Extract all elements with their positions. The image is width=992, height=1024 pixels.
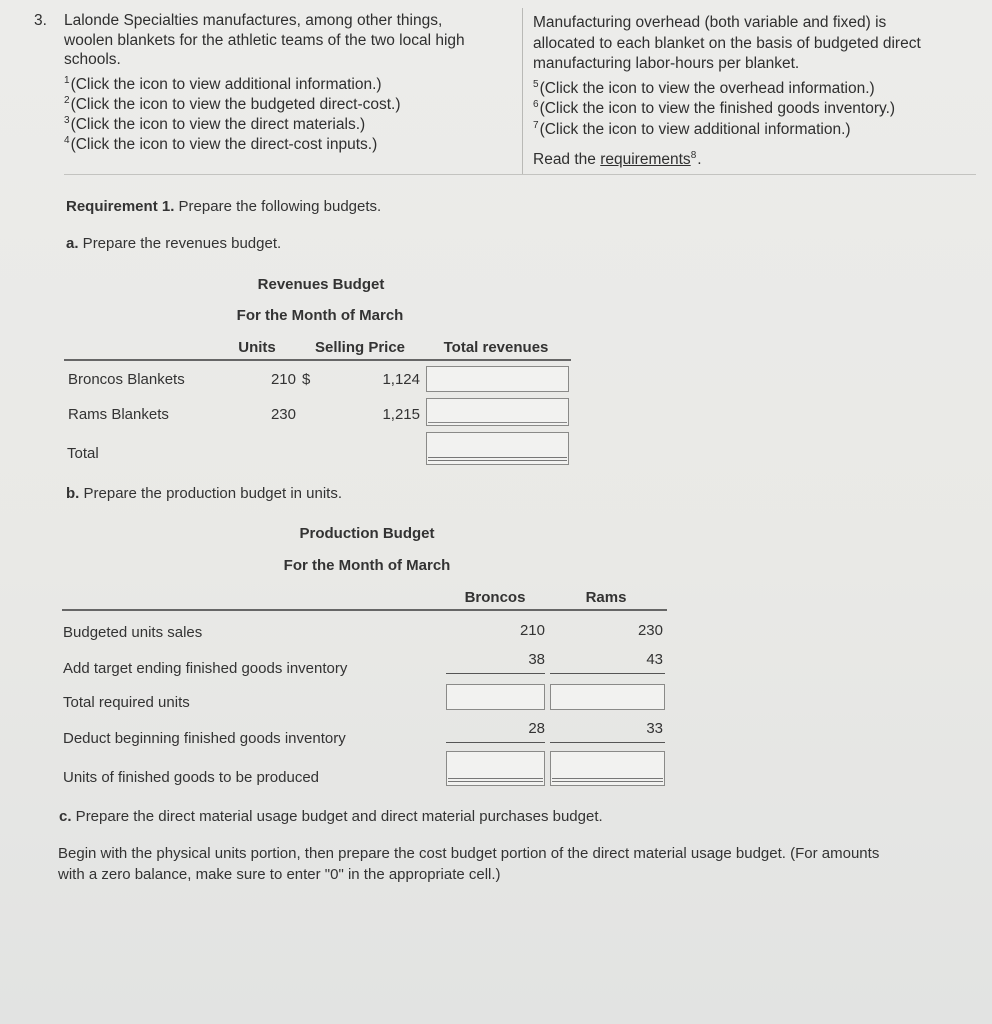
info-link-4[interactable]: $^4$(Click the icon to view the direct-cost inputs.): [64, 135, 378, 153]
info-link-2[interactable]: $^2$(Click the icon to view the budgeted direct-cost.): [64, 95, 401, 113]
subtotal-rule: [550, 673, 665, 674]
materials-note-line: with a zero balance, make sure to enter "0" in the appropriate cell.): [58, 866, 501, 883]
selling-price-value: 1,215: [382, 406, 420, 423]
revenues-budget-subtitle: For the Month of March: [236, 307, 404, 324]
row-label: Total required units: [63, 694, 190, 711]
revenues-header-rule: [64, 359, 571, 361]
info-link-7[interactable]: $^7$(Click the icon to view additional information.): [533, 120, 851, 138]
broncos-total-required-input[interactable]: [446, 684, 545, 710]
header-divider: [522, 8, 523, 174]
rams-total-required-input[interactable]: [550, 684, 665, 710]
info-link-3[interactable]: $^3$(Click the icon to view the direct materials.): [64, 115, 366, 133]
materials-instruction: c. Prepare the direct material usage budget and direct material purchases budget.: [59, 808, 603, 825]
broncos-total-revenues-input[interactable]: [426, 366, 569, 392]
description-line: woolen blankets for the athletic teams of the two local high: [64, 32, 465, 49]
revenues-budget-title: Revenues Budget: [257, 276, 385, 293]
info-link-5[interactable]: $^5$(Click the icon to view the overhead information.): [533, 79, 875, 97]
description-line: manufacturing labor-hours per blanket.: [533, 55, 800, 72]
dollar-sign: $: [302, 371, 311, 388]
row-label: Rams Blankets: [68, 406, 169, 423]
selling-price-value: 1,124: [382, 371, 420, 388]
production-budget-title: Production Budget: [299, 525, 435, 542]
requirements-link[interactable]: requirements: [600, 151, 691, 168]
description-line: schools.: [64, 51, 121, 68]
row-label: Add target ending finished goods inventory: [63, 660, 348, 677]
info-link-1[interactable]: $^1$(Click the icon to view additional information.): [64, 75, 382, 93]
subtotal-rule: [446, 673, 545, 674]
description-line: Manufacturing overhead (both variable and fixed) is: [533, 14, 887, 31]
rams-value: 33: [646, 720, 663, 737]
description-line: allocated to each blanket on the basis of budgeted direct: [533, 35, 921, 52]
col-header-selling-price: Selling Price: [314, 339, 406, 356]
revenues-instruction: a. Prepare the revenues budget.: [66, 235, 282, 252]
broncos-value: 210: [519, 622, 545, 639]
question-number: 3.: [34, 12, 47, 29]
units-value: 210: [270, 371, 296, 388]
col-header-total-revenues: Total revenues: [443, 339, 549, 356]
row-label: Deduct beginning finished goods inventory: [63, 730, 346, 747]
col-header-units: Units: [238, 339, 276, 356]
subtotal-rule: [550, 742, 665, 743]
requirement-1-heading: Requirement 1. Prepare the following budgets.: [66, 198, 382, 215]
info-link-6[interactable]: $^6$(Click the icon to view the finished goods inventory.): [533, 99, 896, 117]
col-header-broncos: Broncos: [464, 589, 526, 606]
production-header-rule: [62, 609, 667, 611]
production-budget-subtitle: For the Month of March: [283, 557, 451, 574]
row-label: Budgeted units sales: [63, 624, 203, 641]
broncos-value: 28: [528, 720, 545, 737]
materials-note-line: Begin with the physical units portion, then prepare the cost budget portion of the direct material usage budget. (For amounts: [58, 845, 880, 862]
subtotal-rule: [446, 742, 545, 743]
total-label: Total: [67, 445, 99, 462]
rams-total-revenues-input[interactable]: [426, 398, 569, 426]
read-requirements: Read the requirements$^8$.: [533, 150, 702, 168]
col-header-rams: Rams: [585, 589, 627, 606]
row-label: Units of finished goods to be produced: [63, 769, 320, 786]
broncos-value: 38: [528, 651, 545, 668]
header-bottom-rule: [64, 174, 976, 175]
rams-units-produced-input[interactable]: [550, 751, 665, 786]
production-instruction: b. Prepare the production budget in units.: [66, 485, 343, 502]
rams-value: 230: [637, 622, 663, 639]
units-value: 230: [270, 406, 296, 423]
total-revenues-input[interactable]: [426, 432, 569, 465]
row-label: Broncos Blankets: [68, 371, 185, 388]
broncos-units-produced-input[interactable]: [446, 751, 545, 786]
rams-value: 43: [646, 651, 663, 668]
description-line: Lalonde Specialties manufactures, among other things,: [64, 12, 443, 29]
